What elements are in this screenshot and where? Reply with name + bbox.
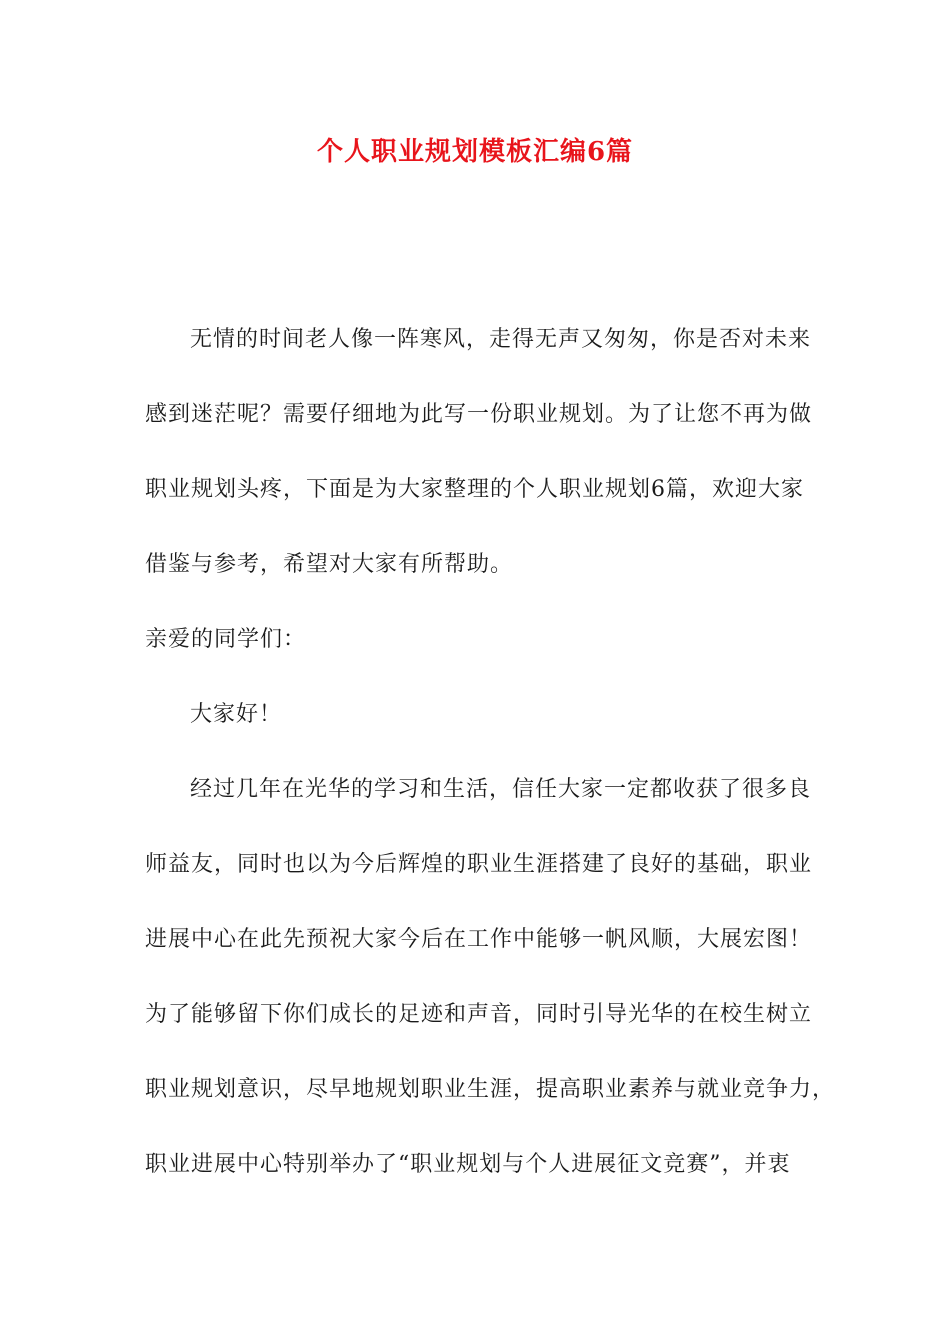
- paragraph-line: 经过几年在光华的学习和生活，信任大家一定都收获了很多良: [190, 777, 812, 802]
- greeting-hello: 大家好！: [190, 702, 283, 727]
- paragraph-line: 职业进展中心特别举办了“职业规划与个人进展征文竞赛”，并衷: [145, 1152, 791, 1177]
- greeting-salutation: 亲爱的同学们：: [145, 627, 307, 652]
- paragraph-line: 为了能够留下你们成长的足迹和声音，同时引导光华的在校生树立: [145, 1002, 813, 1027]
- paragraph-line: 感到迷茫呢？需要仔细地为此写一份职业规划。为了让您不再为做: [145, 402, 813, 427]
- paragraph-line: 无情的时间老人像一阵寒风，走得无声又匆匆，你是否对未来: [190, 327, 812, 352]
- paragraph-line: 职业规划意识，尽早地规划职业生涯，提高职业素养与就业竞争力，: [145, 1077, 836, 1102]
- paragraph-line: 借鉴与参考，希望对大家有所帮助。: [145, 552, 514, 577]
- paragraph-line: 职业规划头疼，下面是为大家整理的个人职业规划6篇，欢迎大家: [145, 477, 804, 502]
- document-title: 个人职业规划模板汇编6篇: [316, 137, 634, 167]
- paragraph-line: 师益友，同时也以为今后辉煌的职业生涯搭建了良好的基础，职业: [145, 852, 813, 877]
- paragraph-line: 进展中心在此先预祝大家今后在工作中能够一帆风顺，大展宏图！: [145, 927, 813, 952]
